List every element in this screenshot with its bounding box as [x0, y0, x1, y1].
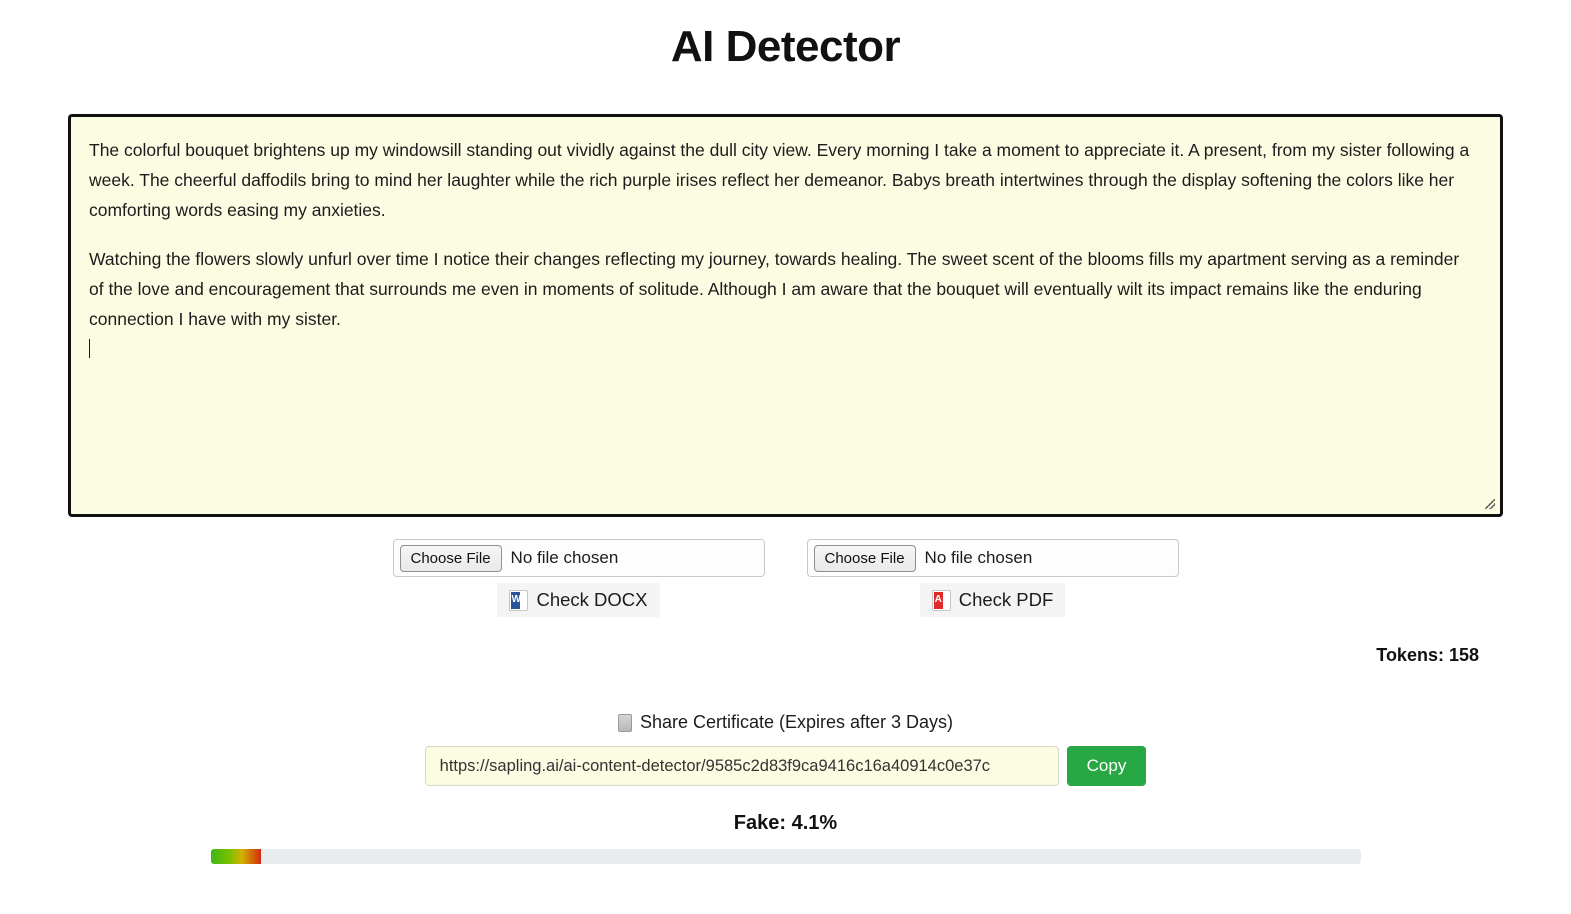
docx-upload-group — [393, 539, 765, 617]
text-caret — [89, 334, 1478, 364]
docx-file-input[interactable] — [393, 539, 765, 577]
ai-detector-page — [0, 22, 1571, 914]
editor-paragraph-2: Watching the flowers slowly unfurl over time I notice their changes reflecting my journey, towards healing. The sweet scent of the blooms fills my apartment serving as a reminder of the love and encouragement that surrounds me even in moments of solitude. Although I am aware that the bouquet will eventually wilt its impact remains like the enduring connection I have with my sister. — [89, 248, 1460, 329]
pdf-upload-group — [807, 539, 1179, 617]
check-pdf-button[interactable] — [920, 583, 1066, 617]
word-document-icon: W — [509, 590, 528, 611]
check-docx-button[interactable] — [497, 583, 659, 617]
share-certificate-header — [0, 712, 1571, 733]
fake-score-label: Fake: 4.1% — [733, 812, 838, 834]
share-certificate-icon — [618, 714, 632, 732]
docx-choose-file-button[interactable]: Choose File — [400, 545, 502, 572]
pdf-file-input[interactable] — [807, 539, 1179, 577]
share-certificate-label: Share Certificate (Expires after 3 Days) — [639, 712, 954, 732]
text-input-area[interactable] — [68, 114, 1503, 517]
file-upload-row — [0, 539, 1571, 617]
fake-score-bar-fill — [211, 849, 261, 864]
certificate-url-value: https://sapling.ai/ai-content-detector/9585c2d83f9ca9416c16a40914c0e37c — [439, 756, 991, 775]
editor-container — [68, 114, 1503, 517]
copy-button[interactable]: Copy — [1067, 746, 1147, 786]
fake-score-bar-track — [211, 849, 1361, 864]
pdf-file-name: No file chosen — [924, 548, 1033, 567]
token-count: Tokens: 158 — [1376, 645, 1479, 665]
editor-paragraph-1: The colorful bouquet brightens up my windowsill standing out vividly against the dull city view. Every morning I take a moment to appreciate it. A present, from my sister following a week. The cheerful daffodils bring to mind her laughter while the rich purple irises reflect her demeanor. Babys breath intertwines through the display softening the colors like her comforting words easing my anxieties. — [89, 140, 1470, 221]
page-title: AI Detector — [670, 22, 901, 71]
pdf-document-icon: A — [932, 590, 951, 611]
certificate-url-input[interactable] — [425, 746, 1059, 786]
pdf-choose-file-button[interactable]: Choose File — [814, 545, 916, 572]
certificate-row — [0, 746, 1571, 786]
check-docx-label: Check DOCX — [536, 589, 648, 610]
resize-handle-icon[interactable] — [1483, 497, 1497, 511]
docx-file-name: No file chosen — [510, 548, 619, 567]
check-pdf-label: Check PDF — [958, 589, 1054, 610]
